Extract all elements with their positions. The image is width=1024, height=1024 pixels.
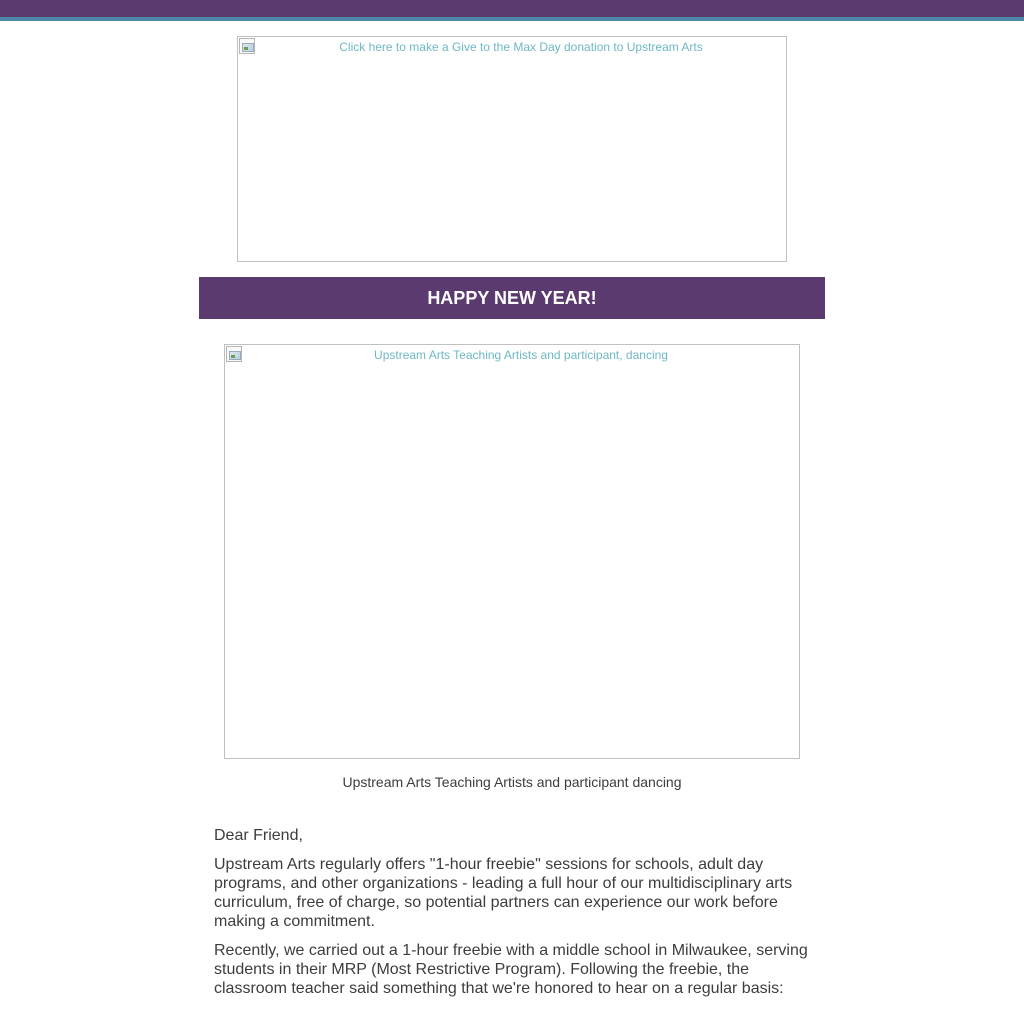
broken-image-icon [226, 346, 242, 362]
header-bar [0, 0, 1024, 17]
photo-caption: Upstream Arts Teaching Artists and participant dancing [342, 774, 682, 790]
dancing-photo [224, 344, 800, 759]
broken-image-icon [239, 38, 255, 54]
header-accent-stripe [0, 17, 1024, 21]
letter-body [214, 826, 814, 1008]
happy-new-year-heading: HAPPY NEW YEAR! [199, 277, 825, 319]
letter-paragraph: Recently, we carried out a 1-hour freebie with a middle school in Milwaukee, serving students in their MRP (Most Restrictive Program). Following the freebie, the classroom teacher said something that we're honored to hear on a regular basis: [214, 942, 808, 997]
donate-image-alt-text[interactable]: Click here to make a Give to the Max Day donation to Upstream Arts [339, 40, 703, 54]
donate-banner-image-link[interactable] [237, 36, 787, 262]
letter-paragraph: Upstream Arts regularly offers "1-hour freebie" sessions for schools, adult day programs, and other organizations - leading a full hour of our multidisciplinary arts curriculum, free of charge, so potential partners can experience our work before making a commitment. [214, 856, 793, 930]
dancing-photo-alt-text: Upstream Arts Teaching Artists and participant, dancing [374, 348, 668, 362]
letter-greeting: Dear Friend, [214, 827, 303, 844]
